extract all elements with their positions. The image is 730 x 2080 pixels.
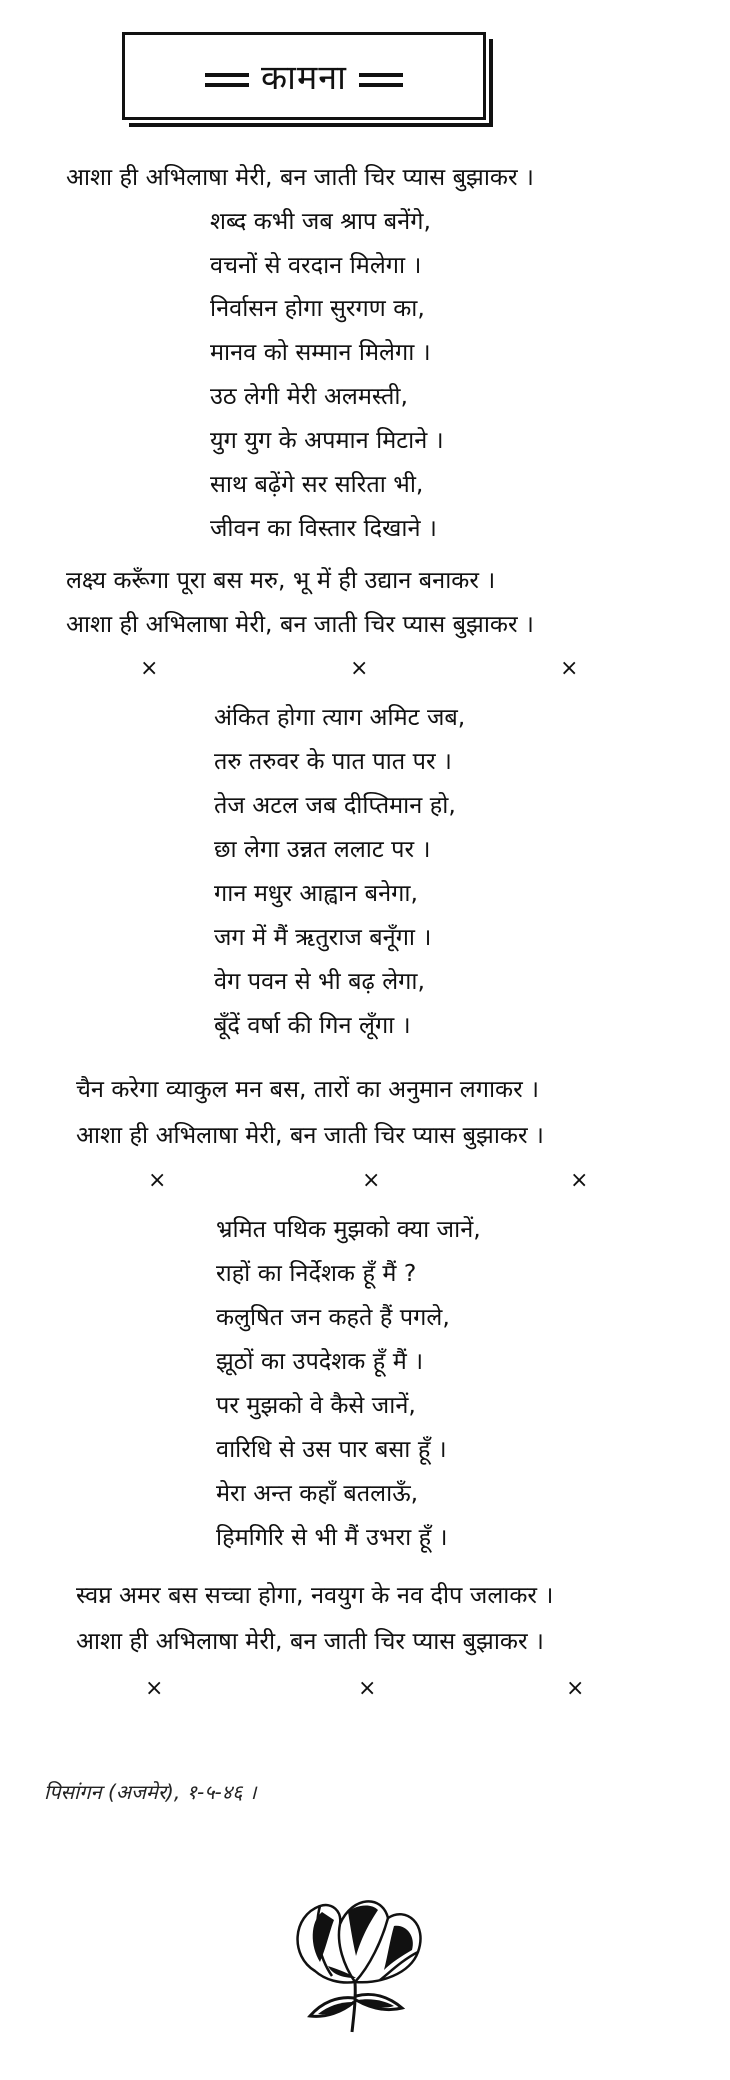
title-box	[122, 32, 486, 120]
separator-mark: ×	[350, 656, 369, 681]
stanza3-verse-1: भ्रमित पथिक मुझको क्या जानें,	[216, 1215, 481, 1243]
separator-mark: ×	[570, 1168, 589, 1193]
stanza1-verse-6: युग युग के अपमान मिटाने ।	[210, 426, 444, 454]
stanza3-verse-6: वारिधि से उस पार बसा हूँ ।	[216, 1435, 447, 1463]
stanza1-verse-8: जीवन का विस्तार दिखाने ।	[210, 514, 437, 542]
title-dash-right	[359, 73, 403, 87]
title-dash-left	[205, 73, 249, 87]
stanza3-verse-3: कलुषित जन कहते हैं पगले,	[216, 1303, 450, 1331]
stanza1-refrain: आशा ही अभिलाषा मेरी, बन जाती चिर प्यास बुझाकर ।	[66, 610, 534, 638]
place-and-date: पिसांगन (अजमेर), १-५-४६ ।	[44, 1780, 257, 1804]
separator-mark: ×	[140, 656, 159, 681]
stanza1-verse-7: साथ बढ़ेंगे सर सरिता भी,	[210, 470, 424, 498]
stanza3-verse-8: हिमगिरि से भी मैं उभरा हूँ ।	[216, 1523, 448, 1551]
stanza3-refrain: आशा ही अभिलाषा मेरी, बन जाती चिर प्यास बुझाकर ।	[76, 1627, 544, 1655]
stanza1-verse-1: शब्द कभी जब श्राप बनेंगे,	[210, 207, 431, 235]
separator-mark: ×	[566, 1676, 585, 1701]
stanza3-verse-7: मेरा अन्त कहाँ बतलाऊँ,	[216, 1479, 419, 1507]
poem-title: कामना	[261, 58, 347, 98]
stanza1-verse-5: उठ लेगी मेरी अलमस्ती,	[210, 382, 408, 410]
refrain-opening: आशा ही अभिलाषा मेरी, बन जाती चिर प्यास बुझाकर ।	[66, 163, 534, 191]
stanza3-closing: स्वप्न अमर बस सच्चा होगा, नवयुग के नव दीप जलाकर ।	[76, 1581, 554, 1609]
stanza2-verse-4: छा लेगा उन्नत ललाट पर ।	[214, 835, 431, 863]
stanza1-verse-4: मानव को सम्मान मिलेगा ।	[210, 338, 431, 366]
stanza1-verse-3: निर्वासन होगा सुरगण का,	[210, 294, 425, 322]
stanza3-verse-2: राहों का निर्देशक हूँ मैं ?	[216, 1259, 417, 1287]
stanza3-verse-5: पर मुझको वे कैसे जानें,	[216, 1391, 416, 1419]
stanza1-closing: लक्ष्य करूँगा पूरा बस मरु, भू में ही उद्यान बनाकर ।	[66, 566, 496, 594]
stanza2-verse-3: तेज अटल जब दीप्तिमान हो,	[214, 791, 456, 819]
stanza2-verse-1: अंकित होगा त्याग अमिट जब,	[214, 703, 466, 731]
lotus-flower-icon	[270, 1866, 440, 2036]
separator-mark: ×	[148, 1168, 167, 1193]
stanza2-refrain: आशा ही अभिलाषा मेरी, बन जाती चिर प्यास बुझाकर ।	[76, 1121, 544, 1149]
separator-mark: ×	[560, 656, 579, 681]
stanza2-verse-2: तरु तरुवर के पात पात पर ।	[214, 747, 452, 775]
title-line	[125, 53, 483, 99]
separator-mark: ×	[358, 1676, 377, 1701]
stanza1-verse-2: वचनों से वरदान मिलेगा ।	[210, 251, 422, 279]
stanza2-verse-5: गान मधुर आह्वान बनेगा,	[214, 879, 418, 907]
separator-mark: ×	[145, 1676, 164, 1701]
stanza3-verse-4: झूठों का उपदेशक हूँ मैं ।	[216, 1347, 424, 1375]
separator-mark: ×	[362, 1168, 381, 1193]
stanza2-verse-6: जग में मैं ऋतुराज बनूँगा ।	[214, 923, 432, 951]
stanza2-verse-8: बूँदें वर्षा की गिन लूँगा ।	[214, 1011, 411, 1039]
stanza2-verse-7: वेग पवन से भी बढ़ लेगा,	[214, 967, 425, 995]
stanza2-closing: चैन करेगा व्याकुल मन बस, तारों का अनुमान लगाकर ।	[76, 1075, 540, 1103]
